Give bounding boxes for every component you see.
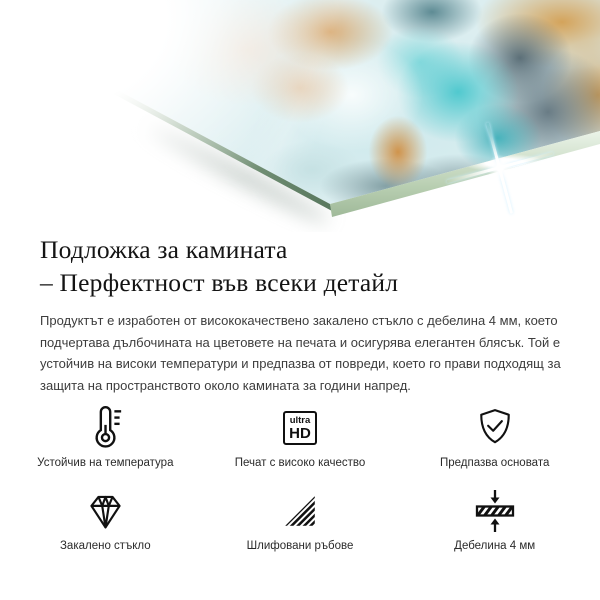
feature-grid [8,402,592,555]
shield-check-icon [473,406,517,450]
feature-label: Предпазва основата [439,457,550,469]
feature-label: Дебелина 4 мм [454,540,536,552]
ultra-hd-icon: ultra HD [283,411,317,445]
glass-panel-surface [0,0,600,232]
product-hero-image [0,0,600,232]
feature-item-print-quality [203,402,398,472]
feature-label: Шлифовани ръбове [246,540,354,552]
product-description: Продуктът е изработен от висококачествено закалено стъкло с дебелина 4 мм, което подчертава дълбочината на цветовете на печата и осигурява елегантен блясък. Той е устойчив на високи температури и предпазва от повреди, което го прави подходящ за защита на пространството около камината за години напред. [40,313,561,394]
thickness-icon [471,487,519,535]
page-title-line2: – Перфектност във всеки детайл [40,268,399,297]
diamond-icon [83,489,128,534]
feature-item-thickness [397,485,592,555]
feature-item-tempered-glass [8,485,203,555]
page-title-line1: Подложка за камината [40,235,288,264]
feature-label: Устойчив на температура [37,457,174,469]
page-title [40,233,398,299]
feature-item-polished-edges [203,485,398,555]
feature-label: Печат с високо качество [234,457,366,469]
feature-item-temperature [8,402,203,472]
feature-item-protects-base [397,402,592,472]
feature-label: Закалено стъкло [59,540,151,552]
polished-edges-icon [283,494,317,528]
thermometer-icon [80,403,130,453]
